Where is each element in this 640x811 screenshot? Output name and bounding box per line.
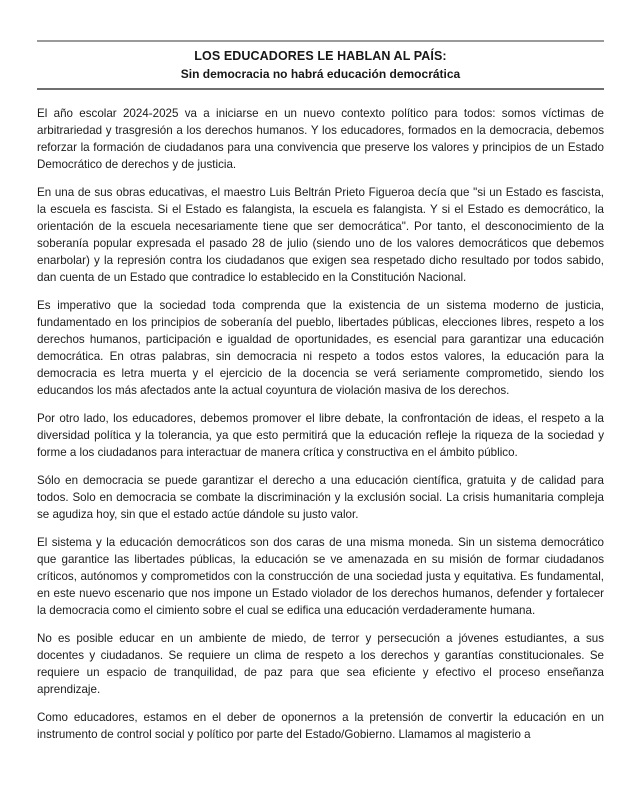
paragraph: El año escolar 2024-2025 va a iniciarse en un nuevo contexto político para todos: somos víctimas de arbitrariedad y trasgresión a los derechos humanos. Y los educadores, formados en la democracia, debemos reforzar la formación de ciudadanos para una convivencia que preserve los valores y principios de un Estado Democrático de derechos y de justicia. (37, 107, 604, 171)
paragraph: No es posible educar en un ambiente de miedo, de terror y persecución a jóvenes estudiantes, a sus docentes y ciudadanos. Se requiere un clima de respeto a los derechos y garantías constitucionales. Se requiere un espacio de tranquilidad, de paz para que sea eficiente y efectivo el proceso enseñanza aprendizaje. (37, 632, 604, 696)
paragraph: En una de sus obras educativas, el maestro Luis Beltrán Prieto Figueroa decía que "si un Estado es fascista, la escuela es fascista. Si el Estado es falangista, la escuela es falangista. Y si el Estado es democrático, la orientación de la escuela necesariamente tiene que ser democrática". Por tanto, el desconocimiento de la soberanía popular expresada el pasado 28 de julio (siendo uno de los valores democráticos que debemos enarbolar) y la represión contra los ciudadanos que exigen sea respetado dicho resultado por todos sabido, dan cuenta de un Estado que contradice lo establecido en la Constitución Nacional. (37, 186, 604, 284)
header-inner (37, 42, 604, 88)
content-column (0, 40, 640, 743)
paragraph: Sólo en democracia se puede garantizar el derecho a una educación científica, gratuita y de calidad para todos. Solo en democracia se combate la discriminación y la exclusión social. La crisis humanitaria compleja se agudiza hoy, sin que el estado actúe dándole su justo valor. (37, 474, 604, 521)
paragraph: Es imperativo que la sociedad toda comprenda que la existencia de un sistema moderno de justicia, fundamentado en los principios de soberanía del pueblo, libertades públicas, elecciones libres, respeto a los derechos humanos, participación e igualdad de oportunidades, es esencial para garantizar una educación democrática. En otras palabras, sin democracia ni respeto a todos estos valores, la educación para la democracia es letra muerta y el ejercicio de la docencia se verá seriamente comprometido, siendo los educandos los más afectados ante la actual coyuntura de violación masiva de los derechos. (37, 299, 604, 397)
document-body (37, 105, 604, 743)
paragraph: Por otro lado, los educadores, debemos promover el libre debate, la confrontación de ideas, el respeto a la diversidad política y la tolerancia, ya que esto permitirá que la educación refleje la riqueza de la sociedad y forme a los ciudadanos para interactuar de manera crítica y constructiva en el ámbito público. (37, 412, 604, 459)
header-bottom-rule (37, 88, 604, 90)
paragraph: Como educadores, estamos en el deber de oponernos a la pretensión de convertir la educación en un instrumento de control social y político por parte del Estado/Gobierno. Llamamos al magisterio a (37, 711, 604, 741)
document-title: LOS EDUCADORES LE HABLAN AL PAÍS: (194, 49, 447, 63)
paragraph: El sistema y la educación democráticos son dos caras de una misma moneda. Sin un sistema democrático que garantice las libertades públicas, la educación se ve amenazada en su misión de formar ciudadanos críticos, autónomos y comprometidos con la construcción de una sociedad justa y equitativa. Es fundamental, en este nuevo escenario que nos impone un Estado violador de los derechos humanos, defender y fortalecer la democracia como el cimiento sobre el cual se edifica una educación verdaderamente humana. (37, 536, 604, 617)
document-header (37, 40, 604, 90)
document-subtitle: Sin democracia no habrá educación democrática (180, 67, 461, 81)
